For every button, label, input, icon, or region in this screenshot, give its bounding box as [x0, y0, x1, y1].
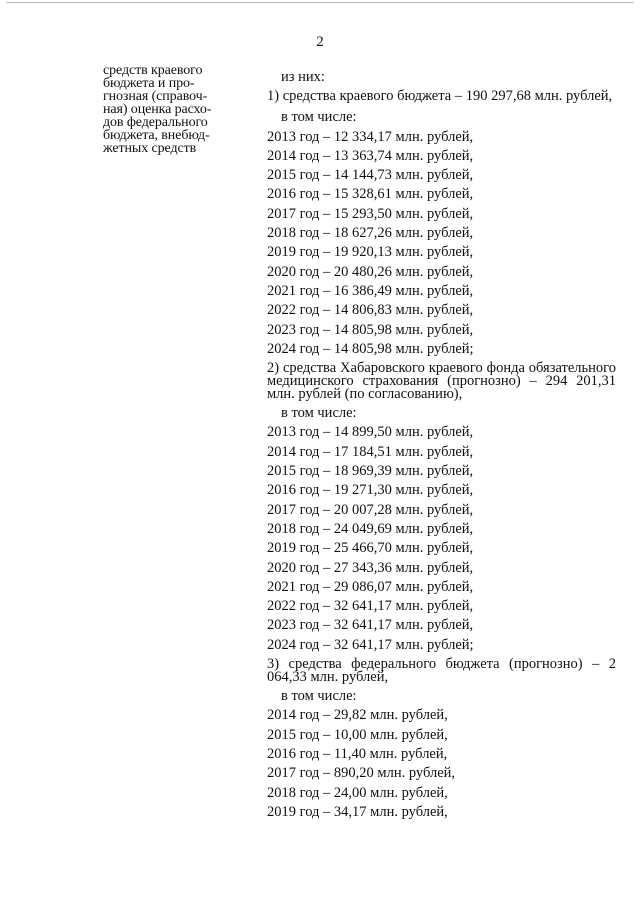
year-item: 2024 год – 14 805,98 млн. рублей; — [267, 340, 474, 357]
section3-year-list — [267, 706, 616, 822]
row-label-line: ная) оценка расхо- — [103, 102, 212, 117]
year-item: 2018 год – 24 049,69 млн. рублей, — [267, 520, 474, 537]
funding-details — [267, 68, 616, 822]
year-item: 2016 год – 15 328,61 млн. рублей, — [267, 186, 474, 203]
row-label — [103, 64, 238, 155]
year-item: 2015 год – 14 144,73 млн. рублей, — [267, 167, 474, 184]
year-item: 2023 год – 14 805,98 млн. рублей, — [267, 321, 474, 338]
year-item: 2018 год – 24,00 млн. рублей, — [267, 784, 448, 801]
year-item: 2017 год – 20 007,28 млн. рублей, — [267, 501, 474, 518]
year-item: 2016 год – 19 271,30 млн. рублей, — [267, 482, 474, 499]
year-item: 2022 год – 32 641,17 млн. рублей, — [267, 598, 474, 615]
row-label-line: дов федерального — [103, 115, 208, 130]
year-item: 2015 год – 18 969,39 млн. рублей, — [267, 463, 474, 480]
year-item: 2019 год – 25 466,70 млн. рублей, — [267, 540, 474, 557]
year-item: 2020 год – 27 343,36 млн. рублей, — [267, 559, 474, 576]
year-item: 2015 год – 10,00 млн. рублей, — [267, 726, 448, 743]
section1-subheading: в том числе: — [281, 109, 357, 126]
year-item: 2024 год – 32 641,17 млн. рублей; — [267, 636, 474, 653]
row-label-line: средств краевого — [103, 63, 203, 78]
year-item: 2019 год – 19 920,13 млн. рублей, — [267, 244, 474, 261]
row-label-line: бюджета и про- — [103, 76, 195, 91]
section1-heading: 1) средства краевого бюджета – 190 297,68 млн. рублей, — [267, 88, 613, 105]
year-item: 2019 год – 34,17 млн. рублей, — [267, 803, 448, 820]
top-edge-rule — [6, 2, 634, 3]
intro-text: из них: — [281, 69, 325, 85]
year-item: 2014 год – 29,82 млн. рублей, — [267, 707, 448, 724]
year-item: 2016 год – 11,40 млн. рублей, — [267, 745, 448, 762]
section2-heading: 2) средства Хабаровского краевого фонда обязательного медицинского страхования (прогнозно) – 294 201,31 млн. рублей (по согласованию), — [267, 360, 616, 403]
year-item: 2013 год – 12 334,17 млн. рублей, — [267, 128, 474, 145]
section1-year-list — [267, 128, 616, 360]
year-item: 2018 год – 18 627,26 млн. рублей, — [267, 225, 474, 242]
section2-year-list — [267, 423, 616, 655]
section3-heading: 3) средства федерального бюджета (прогнозно) – 2 064,33 млн. рублей, — [267, 656, 616, 686]
year-item: 2013 год – 14 899,50 млн. рублей, — [267, 424, 474, 441]
year-item: 2020 год – 20 480,26 млн. рублей, — [267, 263, 474, 280]
year-item: 2017 год – 15 293,50 млн. рублей, — [267, 205, 474, 222]
year-item: 2021 год – 16 386,49 млн. рублей, — [267, 282, 474, 299]
section2-subheading: в том числе: — [281, 405, 357, 422]
row-label-line: бюджета, внебюд- — [103, 128, 210, 143]
row-label-line: жетных средств — [103, 141, 197, 156]
year-item: 2014 год – 17 184,51 млн. рублей, — [267, 443, 474, 460]
year-item: 2023 год – 32 641,17 млн. рублей, — [267, 617, 474, 634]
year-item: 2022 год – 14 806,83 млн. рублей, — [267, 302, 474, 319]
page-number: 2 — [316, 34, 324, 50]
year-item: 2014 год – 13 363,74 млн. рублей, — [267, 147, 474, 164]
year-item: 2021 год – 29 086,07 млн. рублей, — [267, 578, 474, 595]
row-label-line: гнозная (справоч- — [103, 89, 208, 104]
section3-subheading: в том числе: — [281, 688, 357, 705]
year-item: 2017 год – 890,20 млн. рублей, — [267, 765, 456, 782]
